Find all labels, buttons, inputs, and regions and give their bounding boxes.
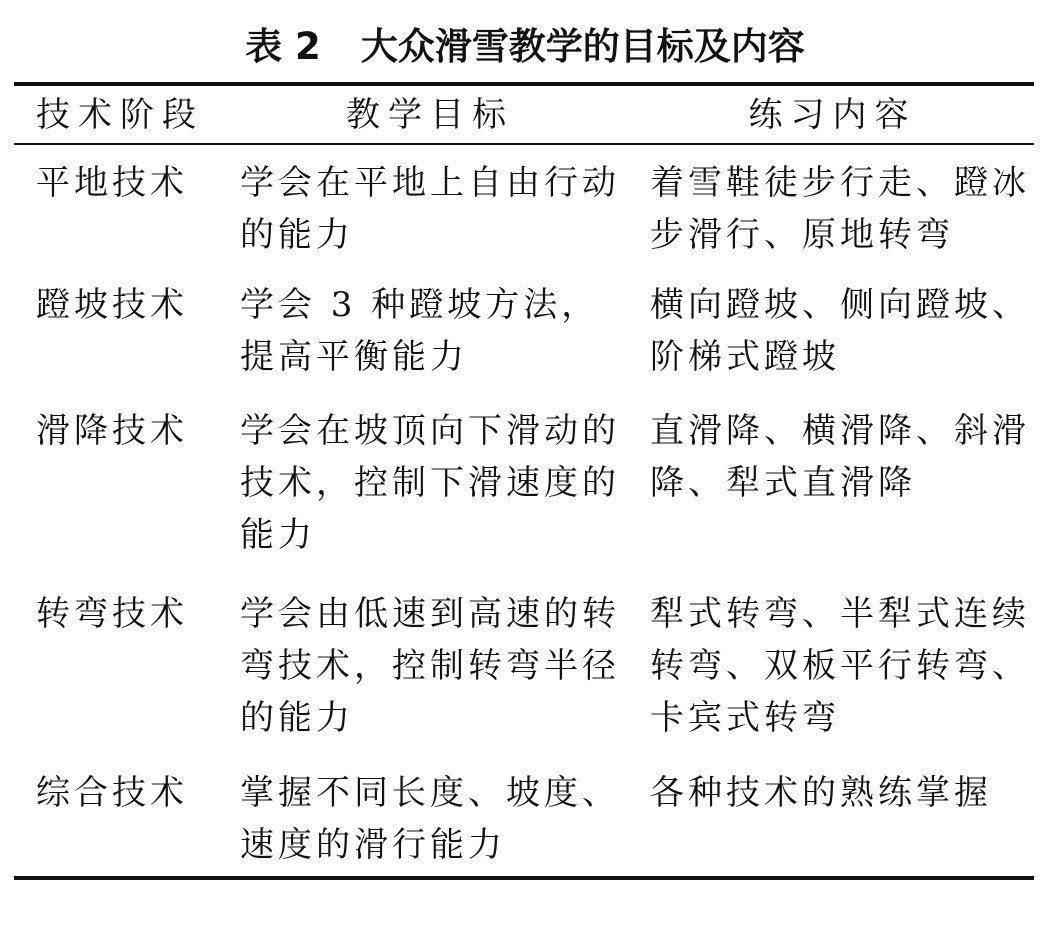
bottom-rule	[14, 876, 1034, 880]
row-3-content: 直滑降、横滑降、斜滑降、犁式直滑降	[650, 411, 1030, 503]
row-2-content: 横向蹬坡、侧向蹬坡、阶梯式蹬坡	[650, 285, 1030, 377]
header-goal: 教学目标	[346, 95, 514, 135]
row-3-goal: 学会在坡顶向下滑动的技术，控制下滑速度的能力	[240, 411, 620, 555]
row-2-stage: 蹬坡技术	[36, 285, 188, 325]
top-rule	[14, 82, 1034, 86]
row-1-goal: 学会在平地上自由行动的能力	[240, 163, 620, 255]
header-rule	[14, 143, 1034, 145]
row-1-stage: 平地技术	[36, 163, 188, 203]
row-5-goal: 掌握不同长度、坡度、速度的滑行能力	[240, 773, 620, 865]
row-5-stage: 综合技术	[36, 773, 188, 813]
row-4-stage: 转弯技术	[36, 594, 188, 634]
table-number: 表 2	[245, 25, 321, 68]
row-2-goal: 学会 3 种蹬坡方法，提高平衡能力	[240, 285, 600, 377]
table-title: 大众滑雪教学的目标及内容	[360, 25, 805, 68]
row-4-goal: 学会由低速到高速的转弯技术，控制转弯半径的能力	[240, 594, 620, 738]
row-1-content: 着雪鞋徒步行走、蹬冰步滑行、原地转弯	[650, 163, 1030, 255]
header-content: 练习内容	[748, 95, 917, 135]
header-stage: 技术阶段	[36, 95, 204, 135]
table-caption	[0, 22, 1050, 72]
row-5-content: 各种技术的熟练掌握	[650, 773, 992, 813]
row-4-content: 犁式转弯、半犁式连续转弯、双板平行转弯、卡宾式转弯	[650, 594, 1030, 738]
row-3-stage: 滑降技术	[36, 411, 188, 451]
